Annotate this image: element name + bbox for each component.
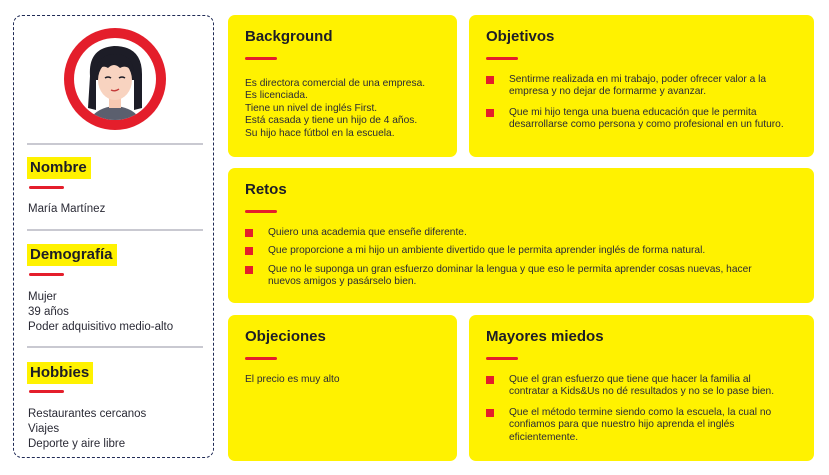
- fear-item: Que el método termine siendo como la escuela, la cual no confiamos para que nuestro hijo aprenda el inglés eficientemente.: [486, 407, 782, 444]
- hobbies-label: Hobbies: [27, 362, 93, 384]
- name-accent-line: [29, 186, 64, 189]
- profile-divider: [27, 346, 203, 348]
- name-value: María Martínez: [28, 203, 106, 215]
- profile-divider: [27, 229, 203, 231]
- objections-card: [228, 315, 457, 461]
- background-title: Background: [245, 28, 333, 45]
- fears-title: Mayores miedos: [486, 328, 604, 345]
- bullet-square-icon: [486, 409, 494, 417]
- bullet-square-icon: [486, 376, 494, 384]
- objections-text: El precio es muy alto: [245, 374, 340, 385]
- objectives-card: [469, 15, 814, 157]
- demographics-item: Poder adquisitivo medio-alto: [28, 321, 174, 333]
- objectives-accent-line: [486, 57, 518, 60]
- bullet-square-icon: [245, 229, 253, 237]
- fear-item: Que el gran esfuerzo que tiene que hacer la familia al contratar a Kids&Us no dé resultados y no se lo pase bien.: [486, 374, 782, 399]
- persona-avatar-icon: [64, 28, 166, 130]
- hobbies-list: [28, 407, 146, 452]
- demographics-label: Demografía: [27, 244, 117, 266]
- background-accent-line: [245, 57, 277, 60]
- bullet-square-icon: [245, 247, 253, 255]
- challenges-list: [245, 227, 785, 289]
- bullet-square-icon: [486, 109, 494, 117]
- challenges-card: [228, 168, 814, 303]
- demographics-accent-line: [29, 273, 64, 276]
- persona-profile-card: [13, 15, 214, 458]
- fears-accent-line: [486, 357, 518, 360]
- objections-title: Objeciones: [245, 328, 326, 345]
- demographics-item: 39 años: [28, 306, 69, 318]
- challenge-item: Quiero una academia que enseñe diferente.: [245, 227, 785, 239]
- challenges-title: Retos: [245, 181, 287, 198]
- hobby-item: Restaurantes cercanos: [28, 408, 147, 420]
- fears-card: [469, 315, 814, 461]
- challenge-item: Que proporcione a mi hijo un ambiente divertido que le permita aprender inglés de forma natural.: [245, 245, 785, 257]
- challenge-item: Que no le suponga un gran esfuerzo dominar la lengua y que eso le permita aprender cosas nuevas, hacer nuevos amigos y pasárselo bien.: [245, 264, 785, 289]
- hobby-item: Viajes: [28, 423, 60, 435]
- demographics-item: Mujer: [28, 291, 57, 303]
- profile-divider: [27, 143, 203, 145]
- hobbies-accent-line: [29, 390, 64, 393]
- objectives-list: [486, 74, 786, 132]
- hobby-item: Deporte y aire libre: [28, 438, 126, 450]
- demographics-list: [28, 290, 173, 335]
- bullet-square-icon: [486, 76, 494, 84]
- objective-item: Sentirme realizada en mi trabajo, poder ofrecer valor a la empresa y no dejar de formarme y avanzar.: [486, 74, 786, 99]
- background-card: [228, 15, 457, 157]
- name-label: Nombre: [27, 157, 91, 179]
- objectives-title: Objetivos: [486, 28, 555, 45]
- objective-item: Que mi hijo tenga una buena educación que le permita desarrollarse como persona y como profesional en un futuro.: [486, 107, 786, 132]
- fears-list: [486, 374, 782, 444]
- challenges-accent-line: [245, 210, 277, 213]
- objections-accent-line: [245, 357, 277, 360]
- background-text: Es directora comercial de una empresa. Es licenciada. Tiene un nivel de inglés First. Está casada y tiene un hijo de 4 años. Su hijo hace fútbol en la escuela.: [245, 78, 426, 139]
- bullet-square-icon: [245, 266, 253, 274]
